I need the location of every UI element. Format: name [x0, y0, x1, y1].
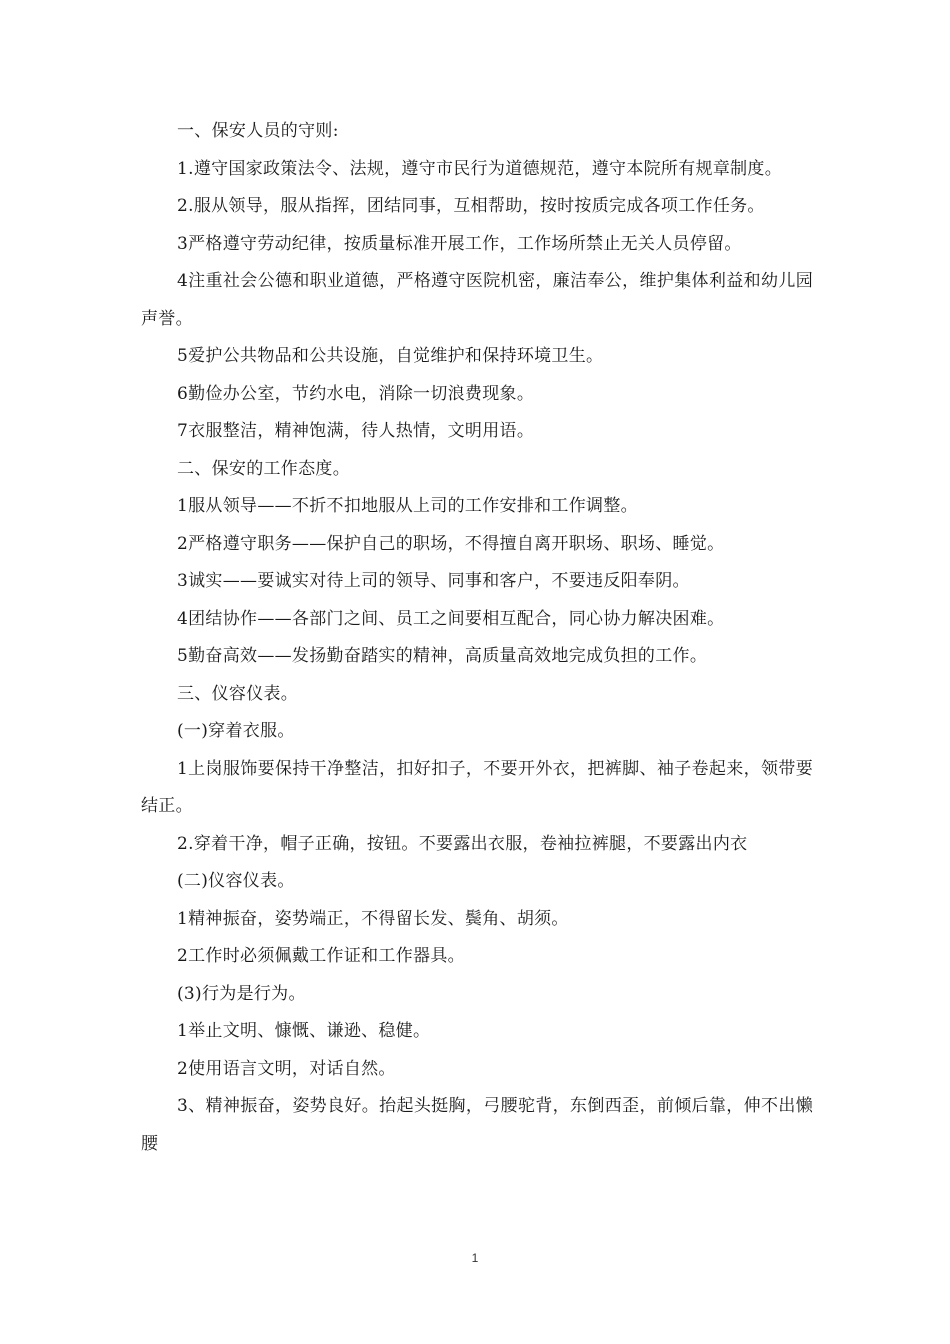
section-heading-3: 三、仪容仪表。	[177, 683, 299, 704]
rule-item: 3严格遵守劳动纪律，按质量标准开展工作，工作场所禁止无关人员停留。	[177, 233, 742, 254]
behavior-item: 3、精神振奋，姿势良好。抬起头挺胸，弓腰驼背，东倒西歪，前倾后靠，伸不出懒腰	[141, 1096, 813, 1154]
attitude-item: 2严格遵守职务——保护自己的职场，不得擅自离开职场、职场、睡觉。	[177, 533, 725, 554]
rule-item: 2.服从领导，服从指挥，团结同事，互相帮助，按时按质完成各项工作任务。	[177, 196, 765, 216]
subsection-heading: (一)穿着衣服。	[177, 721, 295, 741]
appearance-item: 2.穿着干净，帽子正确，按钮。不要露出衣服，卷袖拉裤腿，不要露出内衣	[177, 833, 748, 854]
subsection-heading: (二)仪容仪表。	[177, 871, 295, 891]
rule-item: 7衣服整洁，精神饱满，待人热情，文明用语。	[177, 421, 535, 441]
subsection-heading: (3)行为是行为。	[177, 983, 306, 1004]
attitude-item: 1服从领导——不折不扣地服从上司的工作安排和工作调整。	[177, 496, 638, 516]
appearance-item: 2工作时必须佩戴工作证和工作器具。	[177, 946, 465, 966]
rule-item: 1.遵守国家政策法令、法规，遵守市民行为道德规范，遵守本院所有规章制度。	[177, 158, 783, 179]
section-heading-2: 二、保安的工作态度。	[177, 458, 350, 479]
appearance-item: 1上岗服饰要保持干净整洁，扣好扣子，不要开外衣，把裤脚、袖子卷起来，领带要结正。	[141, 758, 813, 816]
rule-item: 4注重社会公德和职业道德，严格遵守医院机密，廉洁奉公，维护集体利益和幼儿园声誉。	[141, 271, 813, 329]
behavior-item: 2使用语言文明，对话自然。	[177, 1058, 396, 1079]
attitude-item: 3诚实——要诚实对待上司的领导、同事和客户，不要违反阳奉阴。	[177, 571, 690, 591]
section-heading-1: 一、保安人员的守则:	[177, 121, 339, 141]
document-body	[141, 113, 813, 1163]
attitude-item: 5勤奋高效——发扬勤奋踏实的精神，高质量高效地完成负担的工作。	[177, 646, 708, 666]
behavior-item: 1举止文明、慷慨、谦逊、稳健。	[177, 1021, 431, 1041]
attitude-item: 4团结协作——各部门之间、员工之间要相互配合，同心协力解决困难。	[177, 608, 725, 629]
rule-item: 5爱护公共物品和公共设施，自觉维护和保持环境卫生。	[177, 346, 604, 366]
page-number: 1	[471, 1251, 479, 1265]
appearance-item: 1精神振奋，姿势端正，不得留长发、鬓角、胡须。	[177, 908, 569, 929]
rule-item: 6勤俭办公室，节约水电，消除一切浪费现象。	[177, 383, 535, 404]
